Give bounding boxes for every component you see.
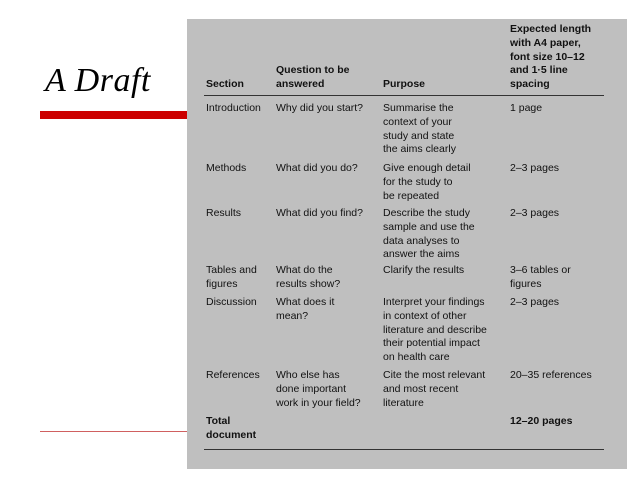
cell-purpose: sample and use the bbox=[383, 220, 475, 233]
cell-question: Why did you start? bbox=[276, 102, 363, 114]
total-length: 12–20 pages bbox=[510, 415, 573, 427]
cell-length: 20–35 references bbox=[510, 369, 592, 381]
cell-question: results show? bbox=[276, 277, 341, 290]
header-purpose: Purpose bbox=[383, 78, 426, 91]
footer-accent-line bbox=[40, 431, 187, 432]
cell-length: 3–6 tables or bbox=[510, 264, 571, 276]
cell-question: Who else has bbox=[276, 369, 340, 381]
total-label: document bbox=[206, 428, 257, 441]
cell-purpose: and most recent bbox=[383, 382, 459, 395]
cell-length: 2–3 pages bbox=[510, 207, 560, 219]
slide-title: A Draft bbox=[45, 62, 151, 99]
cell-purpose: study and state bbox=[383, 129, 455, 142]
cell-purpose: for the study to bbox=[383, 175, 453, 188]
header-length: with A4 paper, bbox=[510, 36, 581, 49]
cell-purpose: Clarify the results bbox=[383, 264, 465, 276]
cell-section: Introduction bbox=[206, 102, 261, 114]
cell-section: Results bbox=[206, 207, 242, 219]
header-divider bbox=[204, 95, 604, 96]
cell-purpose: be repeated bbox=[383, 189, 440, 202]
header-length: Expected length bbox=[510, 23, 592, 35]
header-question: answered bbox=[276, 78, 325, 91]
cell-purpose: their potential impact bbox=[383, 337, 480, 350]
cell-length: 2–3 pages bbox=[510, 162, 560, 174]
cell-purpose: the aims clearly bbox=[383, 143, 456, 156]
cell-purpose: on health care bbox=[383, 351, 450, 364]
cell-question: What does it bbox=[276, 296, 335, 308]
cell-question: mean? bbox=[276, 309, 309, 322]
header-section: Section bbox=[206, 78, 244, 91]
cell-purpose: Interpret your findings bbox=[383, 296, 485, 308]
cell-purpose: Summarise the bbox=[383, 102, 454, 114]
header-question: Question to be bbox=[276, 64, 350, 77]
header-length: font size 10–12 bbox=[510, 50, 585, 63]
header-length: spacing bbox=[510, 78, 550, 91]
document-length-table bbox=[187, 19, 627, 469]
cell-purpose: Give enough detail bbox=[383, 162, 471, 174]
cell-section: figures bbox=[206, 277, 238, 290]
header-length: and 1·5 line bbox=[510, 64, 568, 77]
cell-length: figures bbox=[510, 277, 542, 290]
cell-section: Discussion bbox=[206, 296, 257, 308]
cell-question: work in your field? bbox=[276, 396, 361, 409]
title-accent-bar bbox=[40, 111, 187, 119]
total-label: Total bbox=[206, 415, 231, 427]
cell-purpose: context of your bbox=[383, 115, 452, 128]
cell-question: done important bbox=[276, 382, 347, 395]
cell-section: Methods bbox=[206, 162, 247, 174]
cell-length: 2–3 pages bbox=[510, 296, 560, 308]
cell-section: Tables and bbox=[206, 264, 257, 276]
cell-question: What do the bbox=[276, 264, 333, 276]
cell-section: References bbox=[206, 369, 260, 381]
cell-purpose: in context of other bbox=[383, 309, 467, 322]
cell-purpose: Describe the study bbox=[383, 207, 470, 219]
cell-purpose: literature and describe bbox=[383, 323, 487, 336]
cell-purpose: Cite the most relevant bbox=[383, 369, 486, 381]
table-bottom-divider bbox=[204, 449, 604, 450]
cell-length: 1 page bbox=[510, 102, 543, 114]
cell-question: What did you find? bbox=[276, 207, 363, 219]
cell-purpose: literature bbox=[383, 396, 424, 409]
cell-purpose: data analyses to bbox=[383, 234, 460, 247]
cell-purpose: answer the aims bbox=[383, 248, 460, 261]
cell-question: What did you do? bbox=[276, 162, 358, 174]
